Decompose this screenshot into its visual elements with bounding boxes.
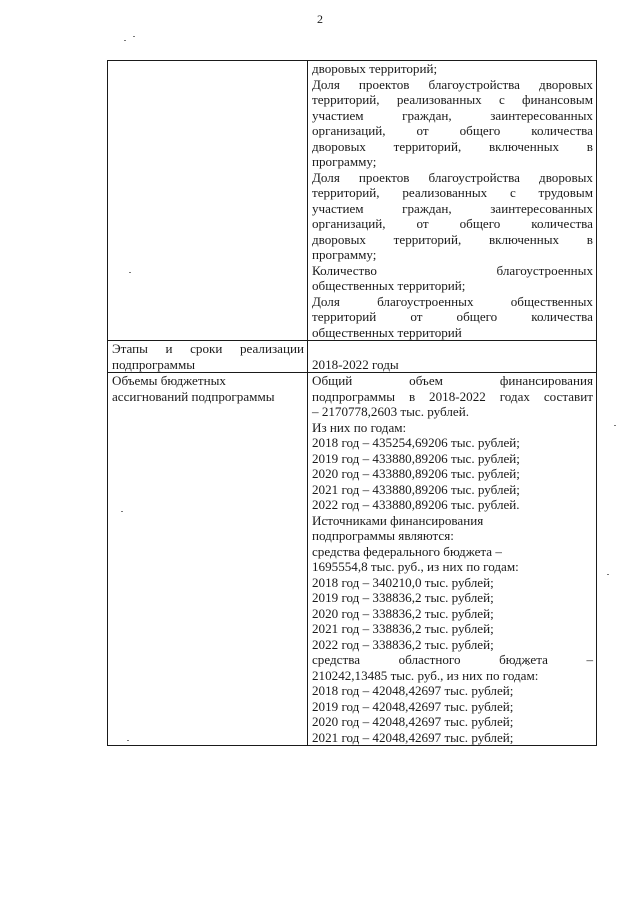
word: реализации — [239, 341, 304, 356]
word: общего — [459, 216, 501, 231]
text-line: общественных территорий — [312, 324, 462, 340]
word: финансовым — [522, 92, 593, 107]
word: общего — [459, 123, 501, 138]
word: объем — [409, 373, 443, 388]
word: граждан, — [402, 200, 452, 216]
text-line: 2022 год – 338836,2 тыс. рублей; — [312, 636, 494, 652]
text-line: общественных территорий; — [312, 278, 466, 293]
cell-value — [308, 61, 597, 341]
text-line: 2018-2022 годы — [312, 356, 399, 372]
passport-table — [107, 60, 597, 746]
word: реализованных — [402, 185, 488, 200]
word: территорий, — [393, 138, 462, 154]
word: реализованных — [396, 92, 482, 107]
text-line: 2022 год – 433880,89206 тыс. рублей. — [312, 497, 520, 512]
cell-value — [308, 341, 597, 373]
word: проектов — [358, 76, 410, 92]
word: средства — [312, 652, 361, 667]
text-line: средства федерального бюджета – — [312, 543, 502, 559]
table-row — [108, 341, 597, 373]
cell-value — [308, 373, 597, 746]
text-line: программу; — [312, 247, 377, 262]
text-line: Из них по годам: — [312, 419, 407, 435]
text-line — [312, 294, 593, 310]
text-line — [312, 216, 593, 232]
text-line — [112, 341, 304, 357]
word: территорий, — [393, 231, 462, 247]
text-line — [312, 108, 593, 124]
word: составит — [543, 388, 593, 404]
word: сроки — [190, 341, 223, 356]
text-line: подпрограммы — [112, 356, 196, 372]
scan-speck — [133, 36, 135, 37]
word: Количество — [312, 262, 377, 278]
word: территорий — [312, 309, 377, 324]
word: и — [165, 341, 173, 356]
text-line: 2020 год – 338836,2 тыс. рублей; — [312, 605, 494, 621]
word: организаций, — [312, 216, 386, 231]
word: количества — [531, 309, 593, 324]
word: от — [416, 216, 429, 231]
word: дворовых — [312, 231, 366, 247]
text-line: Объемы бюджетных — [112, 373, 226, 388]
word: дворовых — [312, 138, 366, 154]
word: Доля — [312, 76, 340, 92]
text-line — [312, 123, 593, 139]
word: 2018-2022 — [429, 388, 486, 404]
text-line — [312, 341, 593, 357]
text-line: 2019 год – 42048,42697 тыс. рублей; — [312, 698, 514, 714]
word: дворовых — [539, 76, 593, 92]
word: в — [408, 388, 416, 404]
table-row — [108, 373, 597, 746]
text-line: 2020 год – 433880,89206 тыс. рублей; — [312, 466, 520, 481]
text-line — [312, 201, 593, 217]
page-number: 2 — [317, 12, 323, 26]
text-line — [312, 652, 593, 668]
word: граждан, — [402, 107, 452, 123]
scan-speck — [614, 425, 616, 426]
word: организаций, — [312, 123, 386, 138]
text-line: 2021 год – 433880,89206 тыс. рублей; — [312, 481, 520, 497]
word: благоустройства — [428, 169, 520, 185]
text-line: 2019 год – 433880,89206 тыс. рублей; — [312, 450, 520, 466]
word: благоустроенных — [496, 262, 593, 278]
word: включенных — [488, 138, 560, 154]
word: – — [586, 652, 593, 667]
text-line: Источниками финансирования — [312, 512, 484, 528]
text-line: 2018 год – 435254,69206 тыс. рублей; — [312, 435, 520, 450]
text-line: 210242,13485 тыс. руб., из них по годам: — [312, 667, 539, 683]
word: Этапы — [112, 341, 148, 356]
text-line: 2021 год – 338836,2 тыс. рублей; — [312, 621, 494, 636]
text-line: – 2170778,2603 тыс. рублей. — [312, 404, 469, 419]
word: количества — [531, 216, 593, 231]
word: заинтересованных — [490, 107, 593, 123]
table-row — [108, 61, 597, 341]
text-line: 2018 год – 340210,0 тыс. рублей; — [312, 574, 494, 590]
word: с — [498, 92, 505, 107]
text-line: ассигнований подпрограммы — [112, 388, 275, 404]
word: областного — [398, 652, 461, 667]
text-line: 2019 год – 338836,2 тыс. рублей; — [312, 590, 494, 605]
cell-label — [108, 373, 308, 746]
text-line — [312, 92, 593, 108]
word: благоустроенных — [377, 293, 474, 309]
word: от — [410, 309, 423, 324]
word: общественных — [510, 293, 593, 309]
word: Общий — [312, 373, 353, 388]
cell-label — [108, 341, 308, 373]
text-line — [312, 232, 593, 248]
word: территорий, — [312, 92, 380, 107]
word: Доля — [312, 293, 340, 309]
text-line: 2021 год – 42048,42697 тыс. рублей; — [312, 729, 514, 745]
text-line — [312, 170, 593, 186]
text-line — [312, 263, 593, 279]
word: бюджета — [499, 652, 548, 667]
word: участием — [312, 200, 364, 216]
word: участием — [312, 107, 364, 123]
word: Доля — [312, 169, 340, 185]
text-line: программу; — [312, 154, 377, 169]
text-line — [312, 373, 593, 389]
text-line — [312, 77, 593, 93]
text-line — [312, 139, 593, 155]
word: с — [509, 185, 516, 200]
text-line: дворовых территорий; — [312, 61, 438, 76]
word: подпрограммы — [312, 388, 396, 404]
word: проектов — [358, 169, 410, 185]
word: от — [416, 123, 429, 138]
word: количества — [531, 123, 593, 138]
text-line: подпрограммы являются: — [312, 528, 454, 543]
text-line: 2020 год – 42048,42697 тыс. рублей; — [312, 714, 514, 729]
word: территорий, — [312, 185, 380, 200]
cell-label — [108, 61, 308, 341]
word: в — [586, 231, 593, 247]
scan-speck — [124, 40, 126, 41]
word: включенных — [488, 231, 560, 247]
word: финансирования — [499, 373, 593, 388]
word: благоустройства — [428, 76, 520, 92]
text-line: 1695554,8 тыс. руб., из них по годам: — [312, 559, 519, 574]
word: дворовых — [539, 169, 593, 185]
text-line — [312, 309, 593, 325]
scan-speck — [607, 574, 609, 575]
word: заинтересованных — [490, 200, 593, 216]
text-line — [312, 185, 593, 201]
word: годах — [499, 388, 530, 404]
word: трудовым — [538, 185, 593, 200]
word: в — [586, 138, 593, 154]
text-line: 2018 год – 42048,42697 тыс. рублей; — [312, 683, 514, 698]
word: общего — [456, 309, 498, 324]
text-line — [312, 389, 593, 405]
